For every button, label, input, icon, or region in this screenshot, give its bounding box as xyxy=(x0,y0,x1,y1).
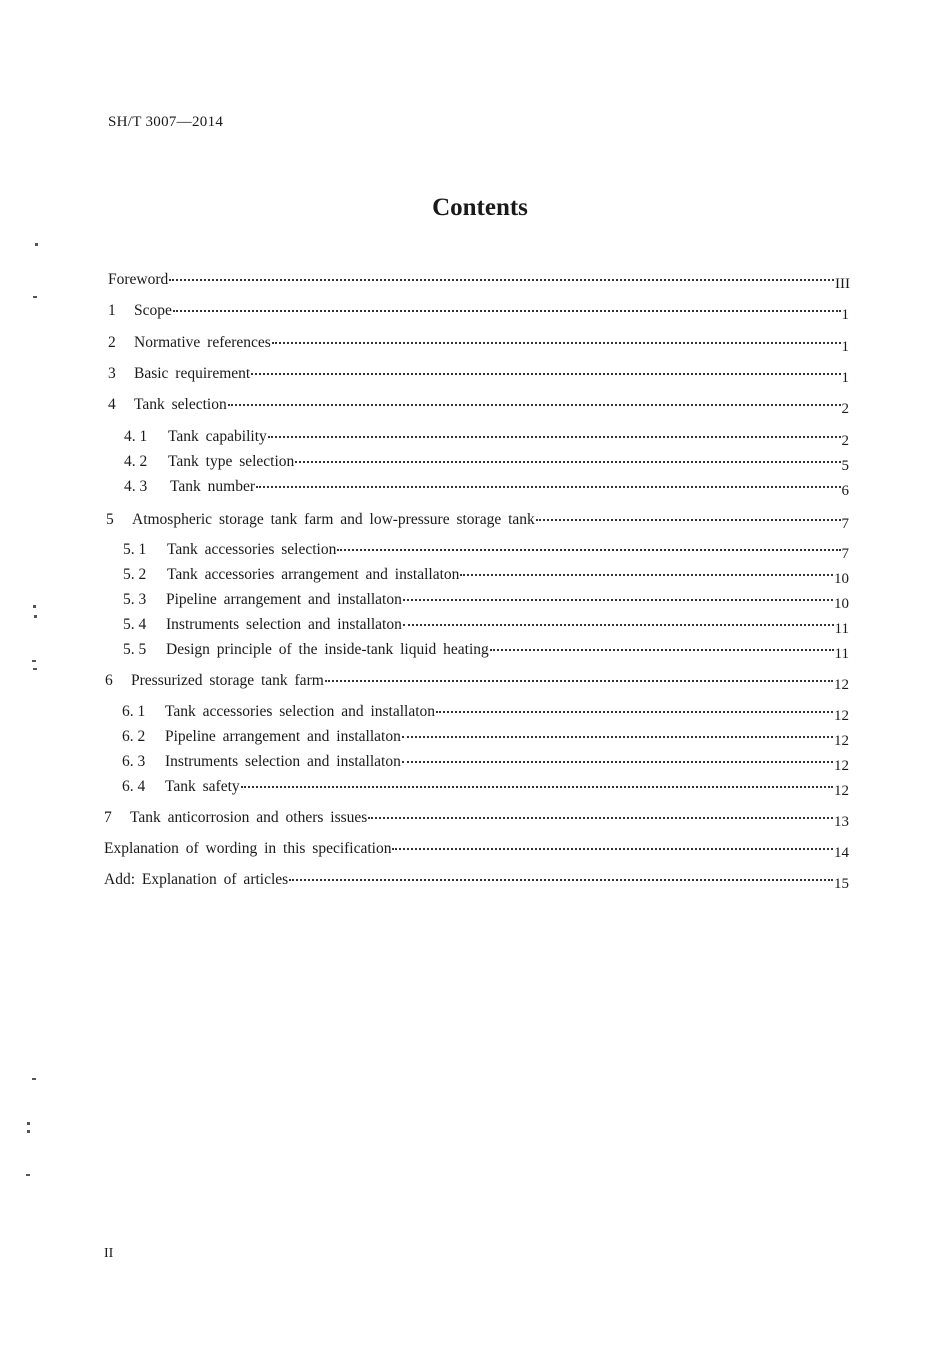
toc-number: 4. 1 xyxy=(124,428,148,445)
toc-entry[interactable] xyxy=(108,299,849,323)
toc-number: 3 xyxy=(108,365,116,382)
scan-mark xyxy=(26,1174,30,1176)
scan-mark xyxy=(35,243,38,246)
toc-entry[interactable] xyxy=(104,868,849,892)
page-number: II xyxy=(104,1246,114,1261)
leader-dots xyxy=(402,747,833,763)
toc-number: 6. 3 xyxy=(122,753,146,770)
toc-page: 2 xyxy=(841,433,849,449)
scan-mark xyxy=(34,615,37,618)
toc-label: Pipeline arrangement and installaton xyxy=(166,591,402,608)
toc-page: 10 xyxy=(834,571,849,587)
toc-label: Pressurized storage tank farm xyxy=(131,672,324,689)
toc-entry[interactable] xyxy=(104,806,849,830)
toc-number: 5. 2 xyxy=(123,566,147,583)
leader-dots xyxy=(268,422,841,438)
toc-entry[interactable] xyxy=(122,750,849,774)
scan-mark xyxy=(27,1130,30,1133)
leader-dots xyxy=(228,390,841,406)
toc-entry[interactable] xyxy=(124,425,849,449)
leader-dots xyxy=(251,359,840,375)
document-code: SH/T 3007—2014 xyxy=(108,114,224,130)
leader-dots xyxy=(337,535,840,551)
toc-entry[interactable] xyxy=(124,475,849,499)
toc-page: 1 xyxy=(841,307,849,323)
leader-dots xyxy=(490,635,834,651)
leader-dots xyxy=(295,447,840,463)
toc-label: Tank accessories selection and installaton xyxy=(165,703,436,720)
leader-dots xyxy=(272,328,841,344)
leader-dots xyxy=(536,505,841,521)
toc-number: 6. 4 xyxy=(122,778,146,795)
toc-label: Tank number xyxy=(170,478,255,495)
leader-dots xyxy=(392,834,833,850)
toc-number: 5. 1 xyxy=(123,541,147,558)
toc-page: 7 xyxy=(841,546,849,562)
toc-number: 5. 4 xyxy=(123,616,147,633)
toc-page: 11 xyxy=(834,621,849,637)
toc-page: 13 xyxy=(834,814,849,830)
toc-entry[interactable] xyxy=(104,837,849,861)
toc-label: Add: Explanation of articles xyxy=(104,871,289,888)
toc-label: Normative references xyxy=(134,334,271,351)
leader-dots xyxy=(325,666,833,682)
toc-page: 12 xyxy=(834,783,849,799)
toc-entry[interactable] xyxy=(123,563,849,587)
scan-mark xyxy=(32,1078,36,1080)
toc-label: Tank anticorrosion and others issues xyxy=(130,809,368,826)
toc-page: 5 xyxy=(841,458,849,474)
toc-label: Scope xyxy=(134,302,172,319)
toc-number: 2 xyxy=(108,334,116,351)
toc-label: Tank accessories selection xyxy=(167,541,337,558)
toc-label: Basic requirement xyxy=(134,365,251,382)
toc-label: Tank safety xyxy=(165,778,240,795)
toc-number: 6 xyxy=(105,672,113,689)
leader-dots xyxy=(403,585,833,601)
scan-mark xyxy=(33,668,37,670)
leader-dots xyxy=(368,803,833,819)
toc-page: 7 xyxy=(841,516,849,532)
toc-entry[interactable] xyxy=(108,268,850,292)
toc-number: 4. 3 xyxy=(124,478,148,495)
toc-entry[interactable] xyxy=(123,638,849,662)
toc-entry[interactable] xyxy=(106,508,849,532)
toc-number: 5. 3 xyxy=(123,591,147,608)
toc-entry[interactable] xyxy=(123,588,849,612)
scan-mark xyxy=(27,1122,30,1125)
toc-entry[interactable] xyxy=(108,362,849,386)
toc-page: 12 xyxy=(834,758,849,774)
toc-entry[interactable] xyxy=(108,393,849,417)
page-title: Contents xyxy=(432,194,528,221)
toc-label: Foreword xyxy=(108,271,169,288)
toc-number: 6. 1 xyxy=(122,703,146,720)
toc-label: Tank accessories arrangement and installaton xyxy=(167,566,460,583)
leader-dots xyxy=(241,772,833,788)
toc-number: 6. 2 xyxy=(122,728,146,745)
toc-entry[interactable] xyxy=(122,775,849,799)
toc-entry[interactable] xyxy=(105,669,849,693)
scan-mark xyxy=(33,605,36,608)
toc-page: 2 xyxy=(841,401,849,417)
toc-label: Pipeline arrangement and installaton xyxy=(165,728,401,745)
leader-dots xyxy=(460,560,833,576)
toc-number: 4. 2 xyxy=(124,453,148,470)
leader-dots xyxy=(169,265,834,281)
toc-page: 11 xyxy=(834,646,849,662)
scan-mark xyxy=(33,296,37,298)
toc-label: Instruments selection and installaton xyxy=(165,753,401,770)
toc-label: Explanation of wording in this specification xyxy=(104,840,392,857)
toc-entry[interactable] xyxy=(123,613,849,637)
toc-number: 7 xyxy=(104,809,112,826)
toc-page: 12 xyxy=(834,708,849,724)
scan-mark xyxy=(32,660,36,662)
toc-number: 5. 5 xyxy=(123,641,147,658)
toc-label: Instruments selection and installaton xyxy=(166,616,402,633)
leader-dots xyxy=(436,697,833,713)
leader-dots xyxy=(256,472,841,488)
toc-number: 4 xyxy=(108,396,116,413)
toc-page: 6 xyxy=(841,483,849,499)
toc-page: 14 xyxy=(834,845,849,861)
toc-page: 10 xyxy=(834,596,849,612)
leader-dots xyxy=(289,865,833,881)
toc-label: Tank type selection xyxy=(168,453,295,470)
toc-entry[interactable] xyxy=(123,538,849,562)
toc-page: III xyxy=(835,276,850,292)
toc-label: Atmospheric storage tank farm and low-pressure storage tank xyxy=(132,511,535,528)
leader-dots xyxy=(403,610,834,626)
toc-number: 5 xyxy=(106,511,114,528)
toc-page: 15 xyxy=(834,876,849,892)
toc-label: Tank selection xyxy=(134,396,227,413)
toc-label: Design principle of the inside-tank liquid heating xyxy=(166,641,489,658)
toc-page: 12 xyxy=(834,677,849,693)
leader-dots xyxy=(402,722,833,738)
toc-page: 1 xyxy=(841,370,849,386)
toc-label: Tank capability xyxy=(168,428,267,445)
toc-entry[interactable] xyxy=(124,450,849,474)
leader-dots xyxy=(173,296,841,312)
toc-page: 1 xyxy=(841,339,849,355)
toc-number: 1 xyxy=(108,302,116,319)
toc-entry[interactable] xyxy=(122,725,849,749)
toc-entry[interactable] xyxy=(108,331,849,355)
toc-page: 12 xyxy=(834,733,849,749)
toc-entry[interactable] xyxy=(122,700,849,724)
